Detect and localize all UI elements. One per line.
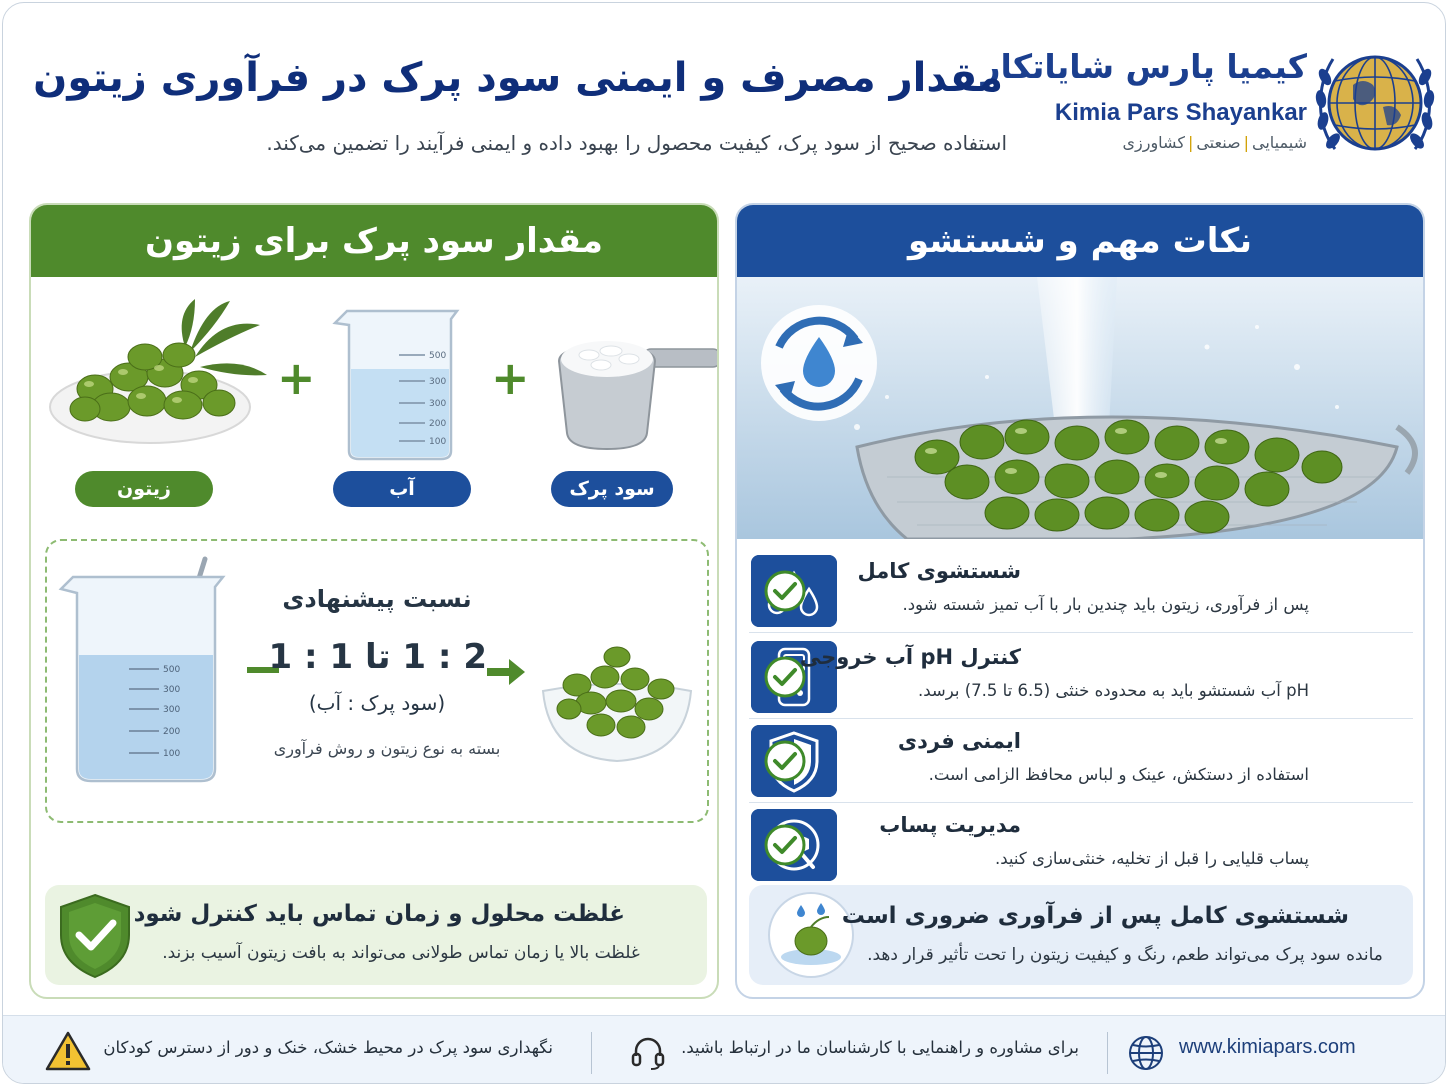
warning-triangle-icon <box>45 1030 91 1072</box>
brand-tagline <box>1027 133 1307 152</box>
tip-row <box>749 719 1413 803</box>
ratio-value: 2 : 1 تا 1 : 1 <box>268 637 487 677</box>
tip-row <box>749 549 1413 633</box>
contact-note: برای مشاوره و راهنمایی با کارشناسان ما در ارتباط باشید. <box>681 1038 1079 1057</box>
svg-text:300: 300 <box>429 377 447 387</box>
page-title: مقدار مصرف و ایمنی سود پرک در فرآوری زیتون <box>33 55 1003 101</box>
washing-required-box <box>749 885 1413 985</box>
caustic-soda-scoop-icon <box>555 315 719 455</box>
water-beaker-icon <box>329 301 471 461</box>
olive-glass-bowl-icon <box>537 637 697 767</box>
headset-icon <box>629 1034 667 1072</box>
footer-divider <box>1107 1032 1108 1074</box>
ratio-note: بسته به نوع زیتون و روش فرآوری <box>273 739 501 758</box>
check-circle-icon <box>763 655 807 699</box>
plus-sign: + <box>277 351 316 405</box>
concentration-warning-box <box>45 885 707 985</box>
tip-title: کنترل pH آب خروجی <box>799 645 1021 669</box>
info-title: شستشوی کامل پس از فرآوری ضروری است <box>841 903 1349 929</box>
brand-name-en: Kimia Pars Shayankar <box>1054 99 1307 126</box>
tip-title: شستشوی کامل <box>857 559 1021 583</box>
recommended-ratio-box <box>45 539 709 823</box>
warning-text: غلظت بالا یا زمان تماس طولانی می‌تواند به بافت زیتون آسیب بزند. <box>162 943 640 963</box>
water-label: آب <box>333 471 471 507</box>
svg-text:500: 500 <box>163 665 181 675</box>
tip-text: پساب قلیایی را قبل از تخلیه، خنثی‌سازی کنید. <box>995 849 1309 868</box>
globe-logo-icon <box>1313 37 1437 167</box>
plus-sign: + <box>491 351 530 405</box>
check-circle-icon <box>763 823 807 867</box>
svg-text:300: 300 <box>163 705 181 715</box>
tip-text: pH آب شستشو باید به محدوده خنثی (6.5 تا 7.5) برسد. <box>918 681 1309 700</box>
page-subtitle: استفاده صحیح از سود پرک، کیفیت محصول را بهبود داده و ایمنی فرآیند را تضمین می‌کند. <box>266 131 1007 155</box>
olive-label: زیتون <box>75 471 213 507</box>
dosage-panel-title: مقدار سود پرک برای زیتون <box>31 205 717 277</box>
svg-text:300: 300 <box>429 399 447 409</box>
tagline-separator: | <box>1243 133 1250 152</box>
check-circle-icon <box>763 569 807 613</box>
globe-icon <box>1127 1034 1165 1072</box>
ratio-title: نسبت پیشنهادی <box>282 585 472 613</box>
website-link[interactable]: www.kimiapars.com <box>1179 1036 1356 1058</box>
caustic-soda-label: سود پرک <box>551 471 673 507</box>
svg-text:500: 500 <box>429 351 447 361</box>
tagline-separator: | <box>1187 133 1194 152</box>
tips-panel <box>735 203 1425 999</box>
tip-title: مدیریت پساب <box>879 813 1021 837</box>
ratio-units: (سود پرک : آب) <box>308 691 446 715</box>
dosage-panel <box>29 203 719 999</box>
tip-row <box>749 635 1413 719</box>
brand-name-fa: کیمیا پارس شایاتکار <box>981 47 1307 86</box>
tip-text: استفاده از دستکش، عینک و لباس محافظ الزامی است. <box>928 765 1309 784</box>
tagline-chemical: شیمیایی <box>1252 133 1307 152</box>
tips-panel-title: نکات مهم و شستشو <box>737 205 1423 277</box>
check-circle-icon <box>763 739 807 783</box>
storage-note: نگهداری سود پرک در محیط خشک، خنک و دور از دسترس کودکان <box>103 1038 553 1057</box>
svg-text:200: 200 <box>163 727 181 737</box>
tip-title: ایمنی فردی <box>897 729 1021 753</box>
tagline-industrial: صنعتی <box>1196 133 1241 152</box>
svg-text:100: 100 <box>163 749 181 759</box>
stirring-beaker-icon <box>55 555 235 791</box>
tip-row <box>749 803 1413 887</box>
svg-text:300: 300 <box>163 685 181 695</box>
svg-text:100: 100 <box>429 437 447 447</box>
arrow-right-icon <box>487 657 525 687</box>
warning-title: غلظت محلول و زمان تماس باید کنترل شود <box>133 901 625 927</box>
info-text: مانده سود پرک می‌تواند طعم، رنگ و کیفیت زیتون را تحت تأثیر قرار دهد. <box>867 945 1383 965</box>
olive-bowl-icon <box>45 297 267 447</box>
shield-check-icon <box>57 893 133 979</box>
washing-olives-image <box>737 277 1425 539</box>
svg-text:200: 200 <box>429 419 447 429</box>
footer-divider <box>591 1032 592 1074</box>
footer <box>3 1015 1446 1084</box>
infographic-frame <box>2 2 1446 1084</box>
tip-text: پس از فرآوری، زیتون باید چندین بار با آب تمیز شسته شود. <box>902 595 1309 614</box>
tagline-agricultural: کشاورزی <box>1122 133 1185 152</box>
